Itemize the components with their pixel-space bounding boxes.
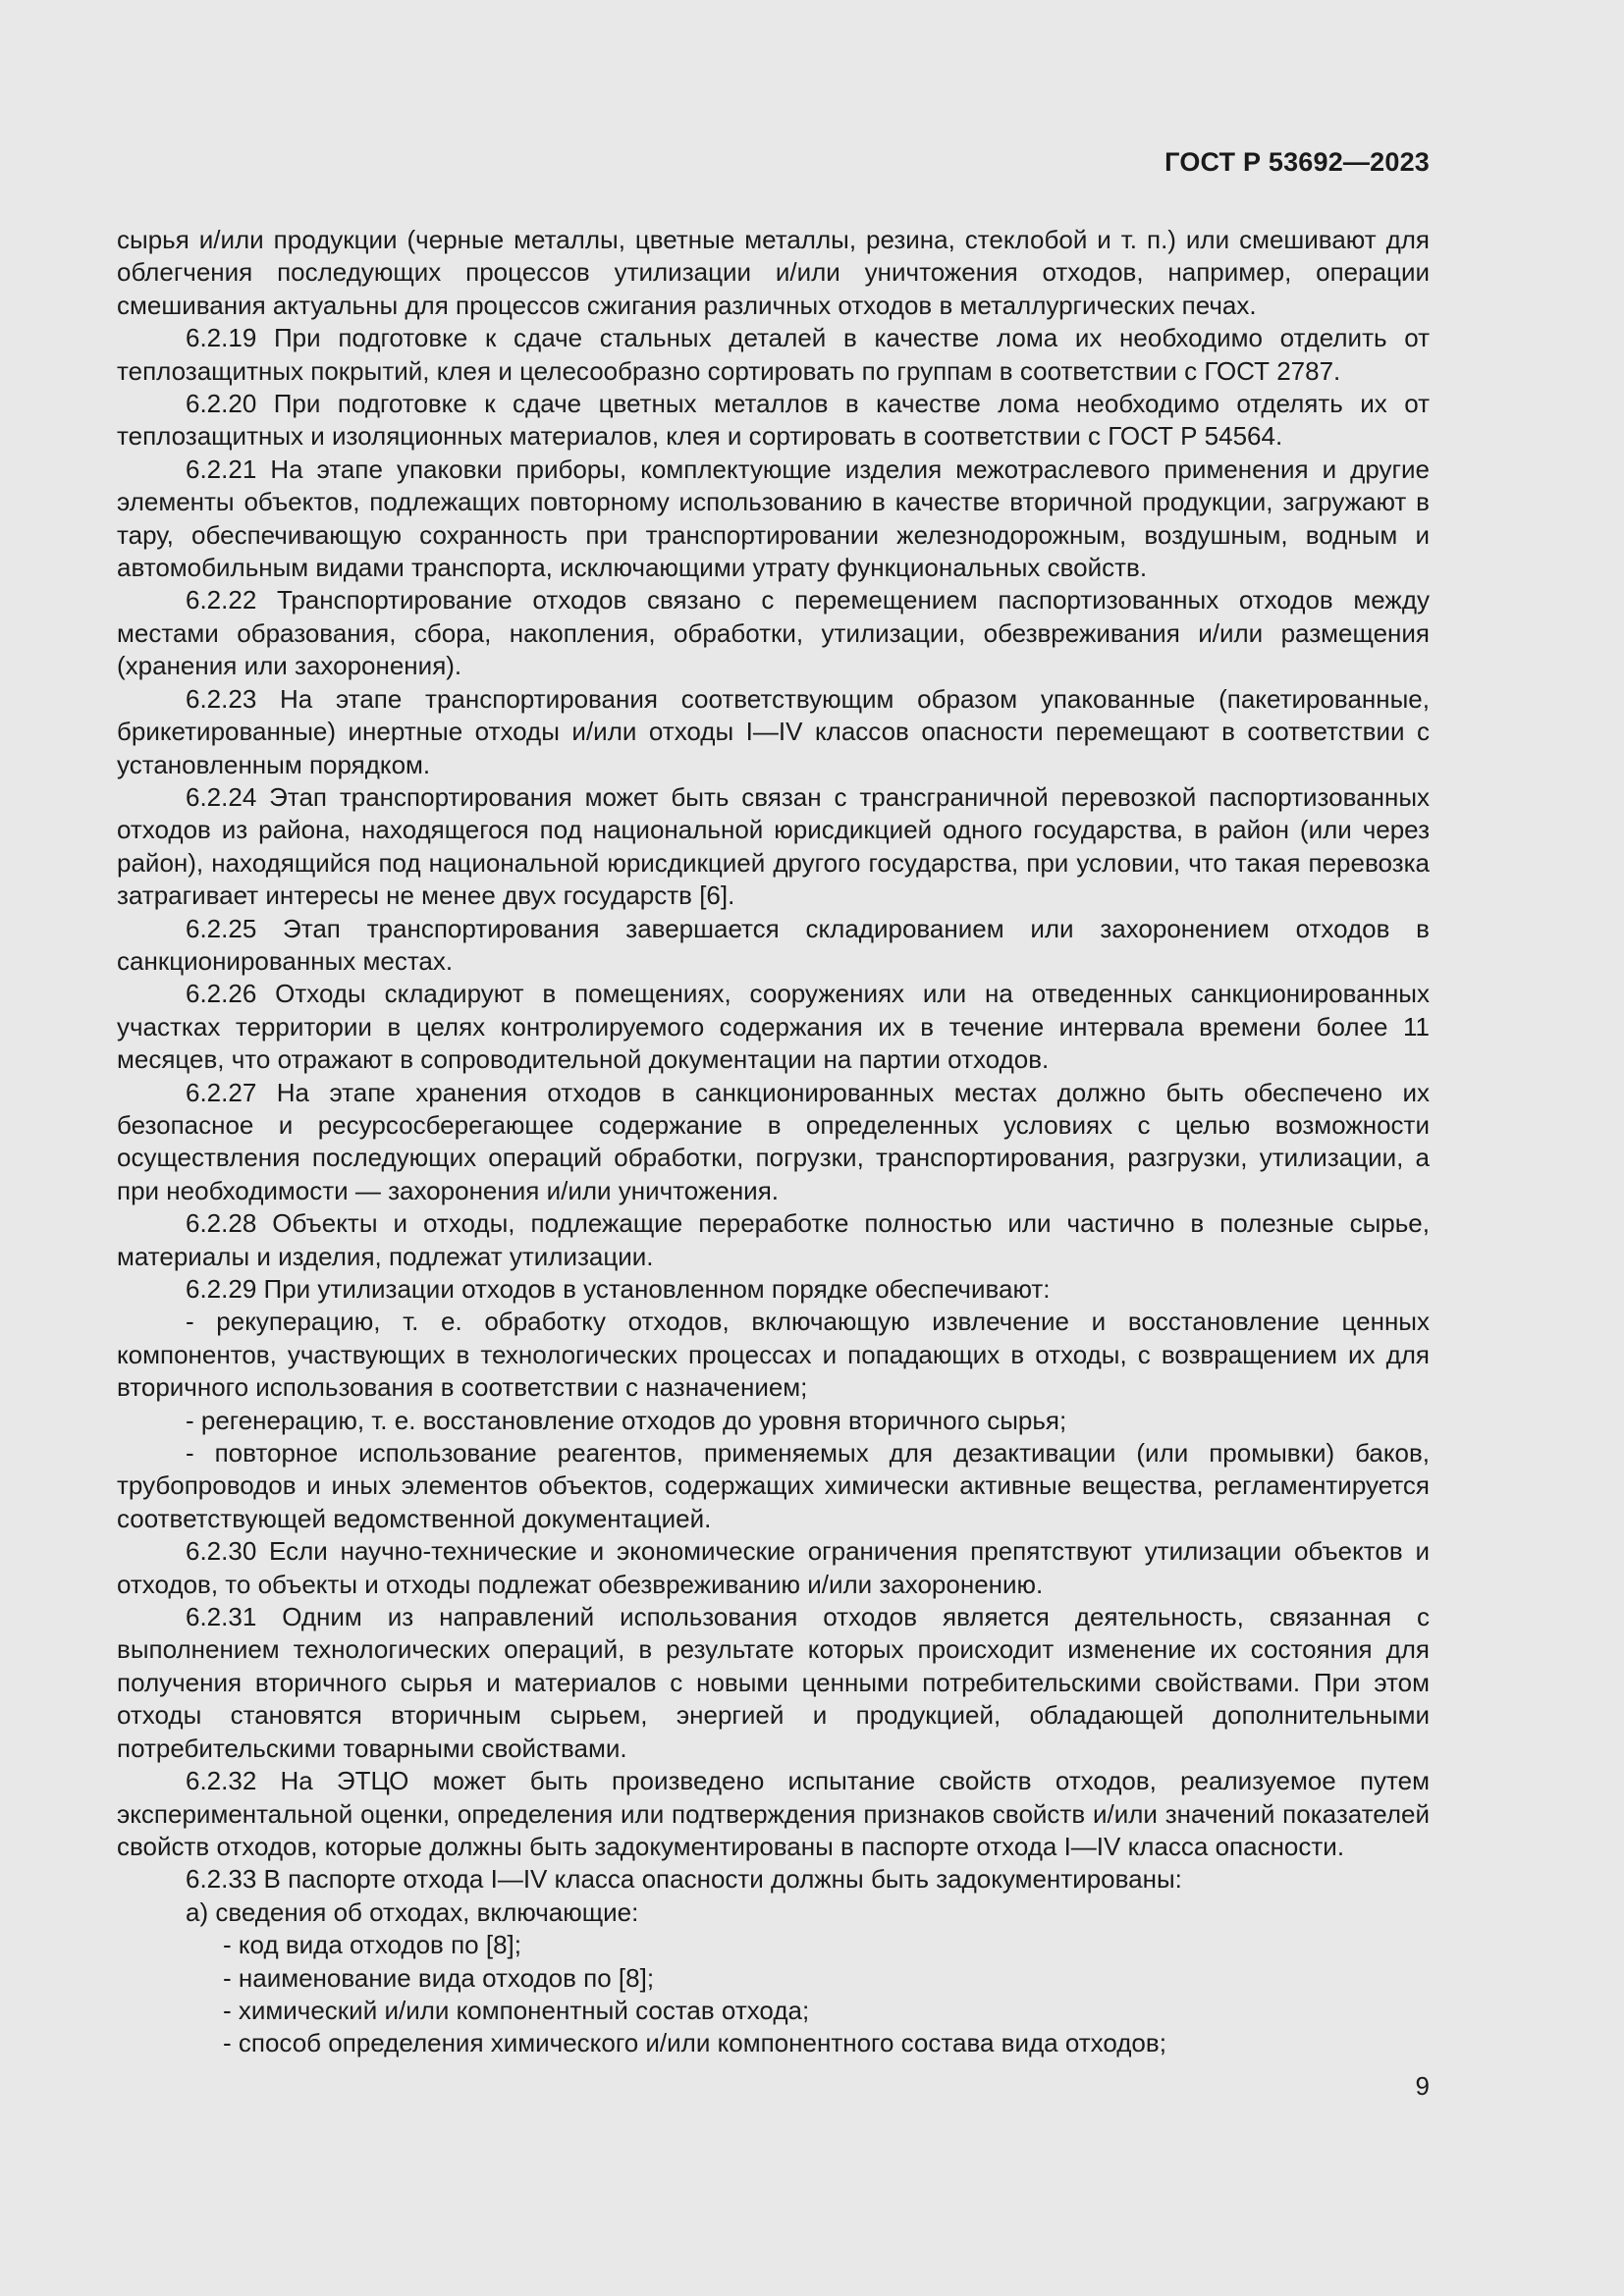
paragraph: 6.2.27 На этапе хранения отходов в санкционированных местах должно быть обеспечено их безопасное и ресурсосберегающее содержание в определенных условиях с целью возможности осуществления последующих операций обработки, погрузки, транспортирования, разгрузки, утилизации, а при необходимости — захоронения и/или уничтожения.: [117, 1077, 1430, 1205]
page-number: 9: [1415, 2071, 1430, 2101]
paragraph: сырья и/или продукции (черные металлы, цветные металлы, резина, стеклобой и т. п.) или смешивают для облегчения последующих процессов утилизации и/или уничтожения отходов, например, операции смешивания актуальны для процессов сжигания различных отходов в металлургических печах.: [117, 225, 1430, 320]
paragraph: 6.2.30 Если научно-технические и экономические ограничения препятствуют утилизации объектов и отходов, то объекты и отходы подлежат обезвреживанию и/или захоронению.: [117, 1536, 1430, 1599]
paragraph: 6.2.21 На этапе упаковки приборы, комплектующие изделия межотраслевого применения и другие элементы объектов, подлежащих повторному использованию в качестве вторичной продукции, загружают в тару, обеспечивающую сохранность при транспортировании железнодорожным, воздушным, водным и автомобильным видами транспорта, исключающими утрату функциональных свойств.: [117, 454, 1430, 583]
paragraph: 6.2.20 При подготовке к сдаче цветных металлов в качестве лома необходимо отделять их от теплозащитных и изоляционных материалов, клея и сортировать в соответствии с ГОСТ Р 54564.: [117, 389, 1430, 452]
paragraph: 6.2.19 При подготовке к сдаче стальных деталей в качестве лома их необходимо отделить от теплозащитных покрытий, клея и целесообразно сортировать по группам в соответствии с ГОСТ 2787.: [117, 323, 1430, 386]
paragraph: 6.2.33 В паспорте отхода I—IV класса опасности должны быть задокументированы:: [186, 1864, 1182, 1895]
paragraph: 6.2.25 Этап транспортирования завершается складированием или захоронением отходов в санкционированных местах.: [117, 913, 1430, 976]
paragraph: - регенерацию, т. е. восстановление отходов до уровня вторичного сырья;: [186, 1405, 1067, 1435]
list-item: - химический и/или компонентный состав отхода;: [223, 1995, 810, 2025]
list-item: - код вида отходов по [8];: [223, 1930, 521, 1960]
paragraph: 6.2.31 Одним из направлений использования отходов является деятельность, связанная с выполнением технологических операций, в результате которых происходит изменение их состояния для получения вторичного сырья и материалов с новыми ценными потребительскими свойствами. При этом отходы становятся вторичным сырьем, энергией и продукцией, обладающей дополнительными потребительскими товарными свойствами.: [117, 1602, 1430, 1763]
document-header: ГОСТ Р 53692—2023: [1164, 147, 1430, 177]
paragraph: 6.2.26 Отходы складируют в помещениях, сооружениях или на отведенных санкционированных участках территории в целях контролируемого содержания их в течение интервала времени более 11 месяцев, что отражают в сопроводительной документации на партии отходов.: [117, 979, 1430, 1075]
list-item: - способ определения химического и/или компонентного состава вида отходов;: [223, 2028, 1166, 2058]
paragraph: 6.2.24 Этап транспортирования может быть связан с трансграничной перевозкой паспортизованных отходов из района, находящегося под национальной юрисдикцией одного государства, в район (или через район), находящийся под национальной юрисдикцией другого государства, при условии, что такая перевозка затрагивает интересы не менее двух государств [6].: [117, 781, 1430, 911]
paragraph: 6.2.29 При утилизации отходов в установленном порядке обеспечивают:: [186, 1274, 1051, 1304]
paragraph: 6.2.23 На этапе транспортирования соответствующим образом упакованные (пакетированные, брикетированные) инертные отходы и/или отходы I—IV классов опасности перемещают в соответствии с установленным порядком.: [117, 683, 1430, 779]
list-item: - наименование вида отходов по [8];: [223, 1962, 655, 1993]
document-body: [117, 224, 1430, 2060]
paragraph: - повторное использование реагентов, применяемых для дезактивации (или промывки) баков, трубопроводов и иных элементов объектов, содержащих химически активные вещества, регламентируется соответствующей ведомственной документацией.: [117, 1438, 1430, 1533]
list-item: а) сведения об отходах, включающие:: [186, 1896, 639, 1927]
paragraph: 6.2.32 На ЭТЦО может быть произведено испытание свойств отходов, реализуемое путем экспериментальной оценки, определения или подтверждения признаков свойств и/или значений показателей свойств отходов, которые должны быть задокументированы в паспорте отхода I—IV класса опасности.: [117, 1766, 1430, 1861]
paragraph: - рекуперацию, т. е. обработку отходов, включающую извлечение и восстановление ценных компонентов, участвующих в технологических процессах и попадающих в отходы, с возвращением их для вторичного использования в соответствии с назначением;: [117, 1307, 1430, 1403]
paragraph: 6.2.22 Транспортирование отходов связано с перемещением паспортизованных отходов между местами образования, сбора, накопления, обработки, утилизации, обезвреживания и/или размещения (хранения или захоронения).: [117, 585, 1430, 681]
paragraph: 6.2.28 Объекты и отходы, подлежащие переработке полностью или частично в полезные сырье, материалы и изделия, подлежат утилизации.: [117, 1208, 1430, 1271]
